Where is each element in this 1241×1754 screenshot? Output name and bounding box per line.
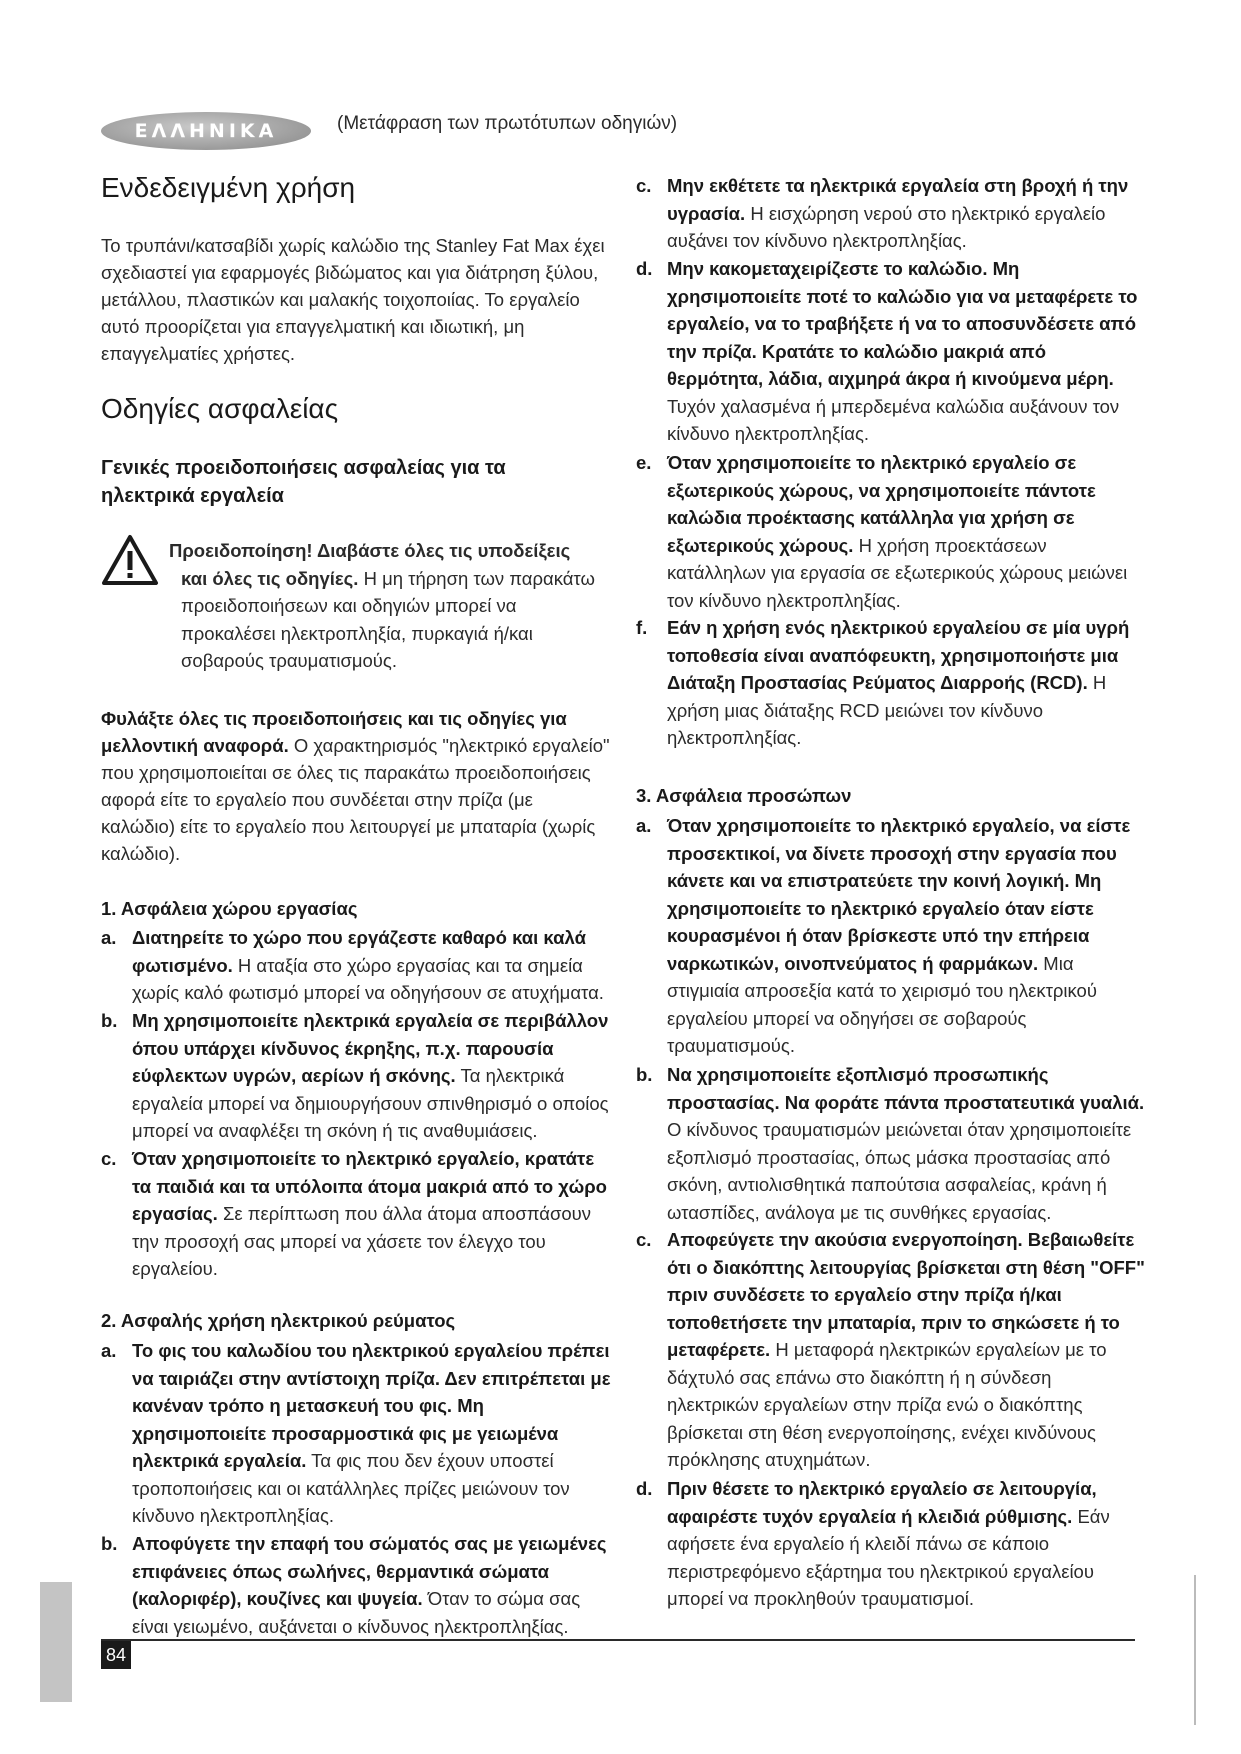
right-edge-mark (1194, 1575, 1196, 1725)
personal-item-c (636, 1226, 1146, 1474)
work-area-item-c (101, 1145, 611, 1283)
warning-bold-1: Προειδοποίηση! Διαβάστε όλες τις υποδείξεις (169, 540, 571, 561)
warning-text (169, 537, 609, 675)
personal-item-b (636, 1061, 1146, 1226)
work-area-title: 1. Ασφάλεια χώρου εργασίας (101, 898, 358, 919)
item-letter: a. (101, 927, 117, 948)
item-bold: Όταν χρησιμοποιείτε το ηλεκτρικό εργαλείο, κρατάτε τα παιδιά και τα υπόλοιπα άτομα μακριά από το χώρο εργασίας. (132, 1148, 607, 1224)
warning-text-rest: Η μη τήρηση των παρακάτω προειδοποιήσεων και οδηγιών μπορεί να προκαλέσει ηλεκτροπληξία, πυρκαγιά ή/και σοβαρούς τραυματισμούς. (181, 567, 595, 671)
item-text: Η εισχώρηση νερού στο ηλεκτρικό εργαλείο αυξάνει τον κίνδυνο ηλεκτροπληξίας. (667, 202, 1106, 251)
item-letter: e. (636, 452, 652, 473)
item-text: Όταν το σώμα σας είναι γειωμένο, αυξάνεται ο κίνδυνος ηλεκτροπληξίας. (132, 1588, 581, 1637)
item-bold: Όταν χρησιμοποιείτε το ηλεκτρικό εργαλείο σε εξωτερικούς χώρους, να χρησιμοποιείτε πάντοτε καλώδια προέκτασης κατάλληλα για χρήση σε εξωτερικούς χώρους. (667, 452, 1096, 556)
electrical-item-c (636, 172, 1146, 255)
keep-bold: Φυλάξτε όλες τις προειδοποιήσεις και τις οδηγίες για μελλοντική αναφορά. (101, 708, 567, 756)
item-text: Ο κίνδυνος τραυματισμών μειώνεται όταν χρησιμοποιείτε εξοπλισμό προστασίας, όπως μάσκα προστασίας από σκόνη, αντιολισθητικά παπούτσια ασφαλείας, κράνη ή ωτασπίδες, ανάλογα με τις συνθήκες εργασίας. (667, 1119, 1132, 1223)
safety-title: Οδηγίες ασφαλείας (101, 393, 339, 424)
page-number: 84 (101, 1641, 131, 1669)
work-area-item-a (101, 924, 611, 1007)
electrical-item-d (636, 255, 1146, 448)
item-bold: Εάν η χρήση ενός ηλεκτρικού εργαλείου σε μία υγρή τοποθεσία είναι αναπόφευκτη, χρησιμοποιήστε μια Διάταξη Προστασίας Ρεύματος Διαρροής (RCD). (667, 617, 1130, 693)
warning-body (169, 565, 609, 675)
item-text: Η χρήση μιας διάταξης RCD μειώνει τον κίνδυνο ηλεκτροπληξίας. (667, 672, 1107, 748)
item-letter: a. (101, 1340, 117, 1361)
intended-use-text: Το τρυπάνι/κατσαβίδι χωρίς καλώδιο της Stanley Fat Max έχει σχεδιαστεί για εφαρμογές βιδώματος και για διάτρηση ξύλου, μετάλλου, πλαστικών και μαλακής τοιχοποιίας. Το εργαλείο αυτό προορίζεται για επαγγελματική και ιδιωτική, μη επαγγελματίες χρήστες. (101, 235, 605, 364)
item-text: Τυχόν χαλασμένα ή μπερδεμένα καλώδια αυξάνουν τον κίνδυνο ηλεκτροπληξίας. (667, 395, 1120, 444)
item-bold: Μην εκθέτετε τα ηλεκτρικά εργαλεία στη βροχή ή την υγρασία. (667, 175, 1129, 224)
item-text: Μια στιγμιαία απροσεξία κατά το χειρισμό του ηλεκτρικού εργαλείου μπορεί να οδηγήσει σε σοβαρούς τραυματισμούς. (667, 952, 1097, 1056)
item-bold: Διατηρείτε το χώρο που εργάζεστε καθαρό και καλά φωτισμένο. (132, 927, 586, 976)
item-letter: a. (636, 815, 652, 836)
item-letter: c. (101, 1148, 117, 1169)
personal-item-a (636, 812, 1146, 1060)
item-letter: c. (636, 1229, 652, 1250)
personal-item-d (636, 1475, 1146, 1613)
item-bold: Μην κακομεταχειρίζεστε το καλώδιο. Μη χρησιμοποιείτε ποτέ το καλώδιο για να μεταφέρετε το εργαλείο, να το τραβήξετε ή να το αποσυνδέσετε από την πρίζα. Κρατάτε το καλώδιο μακριά από θερμότητα, λάδια, αιχμηρά άκρα ή κινούμενα μέρη. (667, 258, 1138, 389)
item-letter: f. (636, 617, 648, 638)
language-badge-label: ΕΛΛΗΝΙΚΑ (134, 120, 278, 142)
item-text: Τα ηλεκτρικά εργαλεία μπορεί να δημιουργήσουν σπινθηρισμό ο οποίος μπορεί να αναφλέξει τη σκόνη ή τις αναθυμιάσεις. (132, 1065, 609, 1141)
keep-instructions (101, 705, 611, 867)
item-text: Σε περίπτωση που άλλα άτομα αποσπάσουν την προσοχή σας μπορεί να χάσετε τον έλεγχο του εργαλείου. (132, 1203, 592, 1279)
language-badge (101, 112, 311, 150)
intended-use-title: Ενδεδειγμένη χρήση (101, 172, 356, 203)
item-bold: Μη χρησιμοποιείτε ηλεκτρικά εργαλεία σε περιβάλλον όπου υπάρχει κίνδυνος έκρηξης, π.χ. παρουσία εύφλεκτων υγρών, αερίων ή σκόνης. (132, 1010, 609, 1086)
item-text: Τα φις που δεν έχουν υποστεί τροποποιήσεις και οι κατάλληλες πρίζες μειώνουν τον κίνδυνο ηλεκτροπληξίας. (132, 1450, 570, 1526)
item-letter: b. (101, 1010, 118, 1031)
item-letter: b. (101, 1533, 118, 1554)
personal-title: 3. Ασφάλεια προσώπων (636, 785, 852, 806)
item-bold: Αποφύγετε την επαφή του σώματός σας με γειωμένες επιφάνειες όπως σωλήνες, θερμαντικά σώματα (καλοριφέρ), κουζίνες και ψυγεία. (132, 1533, 607, 1609)
item-bold: Όταν χρησιμοποιείτε το ηλεκτρικό εργαλείο, να είστε προσεκτικοί, να δίνετε προσοχή στην εργασία που κάνετε και να επιστρατεύετε την κοινή λογική. Μη χρησιμοποιείτε το ηλεκτρικό εργαλείο όταν είστε κουρασμένοι ή όταν βρίσκεστε υπό την επήρεια ναρκωτικών, οινοπνεύματος ή φαρμάκων. (667, 815, 1131, 974)
work-area-item-b (101, 1007, 611, 1145)
general-warnings-title: Γενικές προειδοποιήσεις ασφαλείας για τα ηλεκτρικά εργαλεία (101, 457, 506, 507)
footer-divider (101, 1639, 1135, 1641)
item-letter: b. (636, 1064, 653, 1085)
item-bold: Το φις του καλωδίου του ηλεκτρικού εργαλείου πρέπει να ταιριάζει στην αντίστοιχη πρίζα. Δεν επιτρέπεται με κανέναν τρόπο η μετασκευή του φις. Μη χρησιμοποιείτε προσαρμοστικά φις με γειωμένα ηλεκτρικά εργαλεία. (132, 1340, 611, 1471)
item-bold: Πριν θέσετε το ηλεκτρικό εργαλείο σε λειτουργία, αφαιρέστε τυχόν εργαλεία ή κλειδιά ρύθμισης. (667, 1478, 1097, 1527)
electrical-item-e (636, 449, 1146, 614)
translation-note: (Μετάφραση των πρωτότυπων οδηγιών) (337, 113, 678, 134)
keep-text: Ο χαρακτηρισμός "ηλεκτρικό εργαλείο" που χρησιμοποιείται σε όλες τις παρακάτω προειδοποιήσεις αφορά είτε το εργαλείο που συνδέεται στην πρίζα (με καλώδιο) είτε το εργαλείο που λειτουργεί με μπαταρία (χωρίς καλώδιο). (101, 735, 610, 864)
electrical-item-a (101, 1337, 611, 1530)
electrical-title: 2. Ασφαλής χρήση ηλεκτρικού ρεύματος (101, 1310, 456, 1331)
item-letter: d. (636, 258, 653, 279)
item-text: Εάν αφήσετε ένα εργαλείο ή κλειδί πάνω σε κάποιο περιστρεφόμενο εξάρτημα του ηλεκτρικού εργαλείου μπορεί να προκληθούν τραυματισμοί. (667, 1505, 1110, 1609)
warning-bold-2: και όλες τις οδηγίες. (181, 567, 359, 589)
electrical-item-b (101, 1530, 611, 1640)
item-letter: d. (636, 1478, 653, 1499)
electrical-item-f (636, 614, 1146, 752)
item-text: Η χρήση προεκτάσεων κατάλληλων για εργασία σε εξωτερικούς χώρους μειώνει τον κίνδυνο ηλεκτροπληξίας. (667, 534, 1128, 611)
item-letter: c. (636, 175, 652, 196)
item-text: Η αταξία στο χώρο εργασίας και τα σημεία χωρίς καλό φωτισμό μπορεί να οδηγήσουν σε ατυχήματα. (132, 954, 604, 1003)
item-bold: Αποφεύγετε την ακούσια ενεργοποίηση. Βεβαιωθείτε ότι ο διακόπτης λειτουργίας βρίσκεται στη θέση "OFF" πριν συνδέσετε το εργαλείο στην πρίζα ή/και τοποθετήσετε την μπαταρία, πριν το σηκώσετε ή το μεταφέρετε. (667, 1229, 1145, 1360)
warning-triangle-icon (101, 534, 159, 586)
side-tab (40, 1582, 72, 1702)
item-bold: Να χρησιμοποιείτε εξοπλισμό προσωπικής προστασίας. Να φοράτε πάντα προστατευτικά γυαλιά. (667, 1064, 1145, 1113)
item-text: Η μεταφορά ηλεκτρικών εργαλείων με το δάχτυλό σας επάνω στο διακόπτη ή η σύνδεση ηλεκτρικών εργαλείων στην πρίζα ενώ ο διακόπτης βρίσκεται στη θέση ενεργοποίησης, ενέχει κινδύνους πρόκλησης ατυχημάτων. (667, 1339, 1107, 1470)
